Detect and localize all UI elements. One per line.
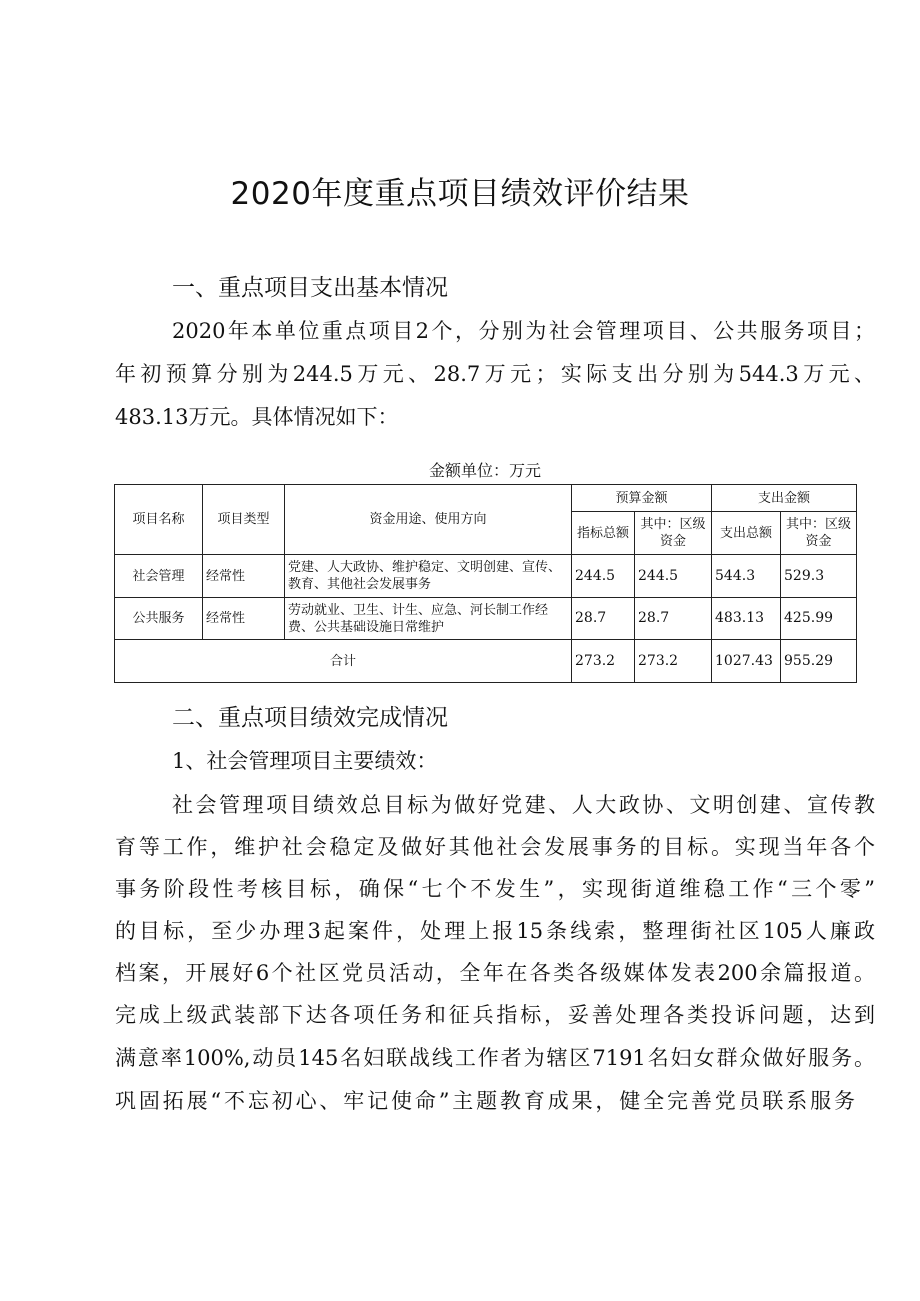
section2-para-line-5: 档案，开展好6个社区党员活动，全年在各类各级媒体发表200余篇报道。 xyxy=(115,961,875,985)
row-budget-total: 244.5 xyxy=(572,555,635,598)
total-spend-district: 955.29 xyxy=(781,640,857,683)
section2-para-line-8: 巩固拓展“不忘初心、牢记使命”主题教育成果，健全完善党员联系服务 xyxy=(115,1089,855,1113)
section2-para-line-4: 的目标，至少办理3起案件，处理上报15条线索，整理街社区105人廉政 xyxy=(115,919,875,943)
section2-para-line-7: 满意率100%,动员145名妇联战线工作者为辖区7191名妇女群众做好服务。 xyxy=(115,1046,875,1070)
row-project-type: 经常性 xyxy=(203,555,285,598)
table-total-row xyxy=(115,640,857,683)
header-budget-group: 预算金额 xyxy=(572,485,712,512)
row-budget-total: 28.7 xyxy=(572,598,635,640)
row-spend-district: 529.3 xyxy=(781,555,857,598)
section2-para-line-2: 育等工作，维护社会稳定及做好其他社会发展事务的目标。实现当年各个 xyxy=(115,835,875,859)
total-budget-total: 273.2 xyxy=(572,640,635,683)
section1-para-line-3: 483.13万元。具体情况如下： xyxy=(115,405,399,429)
row-budget-district: 244.5 xyxy=(635,555,712,598)
header-fund-usage: 资金用途、使用方向 xyxy=(285,485,572,555)
header-project-name: 项目名称 xyxy=(115,485,203,555)
row-project-name: 社会管理 xyxy=(115,555,203,598)
section1-para-line-1: 2020年本单位重点项目2个，分别为社会管理项目、公共服务项目； xyxy=(172,319,875,343)
row-project-type: 经常性 xyxy=(203,598,285,640)
header-spend-district: 其中：区级资金 xyxy=(781,512,857,555)
row-fund-usage: 党建、人大政协、维护稳定、文明创建、宣传、教育、其他社会发展事务 xyxy=(285,555,572,598)
table-row xyxy=(115,598,857,640)
total-label: 合计 xyxy=(115,640,572,683)
row-spend-total: 544.3 xyxy=(712,555,781,598)
table-header-row-1 xyxy=(115,485,857,512)
row-spend-total: 483.13 xyxy=(712,598,781,640)
section2-heading: 二、重点项目绩效完成情况 xyxy=(172,705,448,731)
total-spend-total: 1027.43 xyxy=(712,640,781,683)
row-project-name: 公共服务 xyxy=(115,598,203,640)
budget-table xyxy=(114,484,857,683)
section1-heading: 一、重点项目支出基本情况 xyxy=(172,275,448,301)
header-budget-total: 指标总额 xyxy=(572,512,635,555)
section2-para-line-6: 完成上级武装部下达各项任务和征兵指标，妥善处理各类投诉问题，达到 xyxy=(115,1003,875,1027)
section1-para-line-2: 年初预算分别为244.5万元、28.7万元；实际支出分别为544.3万元、 xyxy=(115,362,875,386)
header-project-type: 项目类型 xyxy=(203,485,285,555)
header-budget-district: 其中：区级资金 xyxy=(635,512,712,555)
table-row xyxy=(115,555,857,598)
page-title: 2020年度重点项目绩效评价结果 xyxy=(230,176,690,212)
row-fund-usage: 劳动就业、卫生、计生、应急、河长制工作经费、公共基础设施日常维护 xyxy=(285,598,572,640)
section2-para-line-1: 社会管理项目绩效总目标为做好党建、人大政协、文明创建、宣传教 xyxy=(172,793,875,817)
row-budget-district: 28.7 xyxy=(635,598,712,640)
row-spend-district: 425.99 xyxy=(781,598,857,640)
table-unit-note: 金额单位：万元 xyxy=(428,461,541,480)
total-budget-district: 273.2 xyxy=(635,640,712,683)
header-spend-total: 支出总额 xyxy=(712,512,781,555)
section2-para-line-3: 事务阶段性考核目标，确保“七个不发生”，实现街道维稳工作“三个零” xyxy=(115,877,875,901)
header-spend-group: 支出金额 xyxy=(712,485,857,512)
section2-subheading: 1、社会管理项目主要绩效： xyxy=(172,749,438,773)
